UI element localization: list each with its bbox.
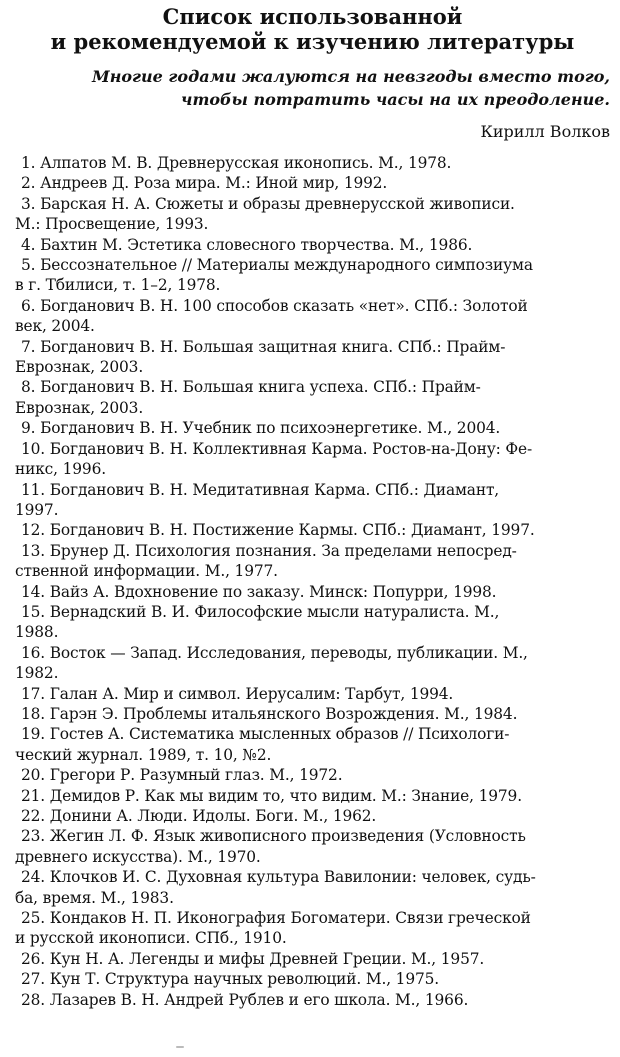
epigraph-line-2: чтобы потратить часы на их преодоление.	[181, 90, 610, 109]
reference-line: 5. Бессознательное // Материалы международного симпозиума	[21, 256, 533, 275]
reference-item	[15, 990, 610, 1010]
reference-item	[15, 418, 610, 438]
reference-line: 17. Галан А. Мир и символ. Иерусалим: Тарбут, 1994.	[21, 684, 454, 703]
print-mark	[176, 1046, 184, 1048]
reference-line: 13. Брунер Д. Психология познания. За пределами непосред-	[21, 541, 517, 560]
reference-line: ба, время. М., 1983.	[15, 888, 174, 907]
reference-line: 1997.	[15, 500, 59, 519]
reference-item	[15, 337, 610, 378]
reference-item	[15, 643, 610, 684]
reference-item	[15, 765, 610, 785]
reference-line: 24. Клочков И. С. Духовная культура Вавилонии: человек, судь-	[21, 868, 536, 887]
reference-line: древнего искусства). М., 1970.	[15, 847, 261, 866]
reference-item	[15, 377, 610, 418]
epigraph-line-1: Многие годами жалуются на невзгоды вместо того,	[91, 67, 610, 86]
reference-item	[15, 153, 610, 173]
reference-item	[15, 520, 610, 540]
reference-item	[15, 908, 610, 949]
reference-line: 23. Жегин Л. Ф. Язык живописного произведения (Условность	[21, 827, 526, 846]
reference-line: 12. Богданович В. Н. Постижение Кармы. СПб.: Диамант, 1997.	[21, 521, 535, 540]
reference-item	[15, 867, 610, 908]
reference-item	[15, 684, 610, 704]
reference-line: 14. Вайз А. Вдохновение по заказу. Минск: Попурри, 1998.	[21, 582, 497, 601]
reference-item	[15, 255, 610, 296]
reference-line: 9. Богданович В. Н. Учебник по психоэнергетике. М., 2004.	[21, 419, 501, 438]
reference-item	[15, 602, 610, 643]
reference-line: 8. Богданович В. Н. Большая книга успеха. СПб.: Прайм-	[21, 378, 481, 397]
reference-line: 6. Богданович В. Н. 100 способов сказать «нет». СПб.: Золотой	[21, 296, 528, 315]
reference-line: 26. Кун Н. А. Легенды и мифы Древней Греции. М., 1957.	[21, 949, 485, 968]
epigraph	[15, 65, 610, 111]
reference-line: 25. Кондаков Н. П. Иконография Богоматери. Связи греческой	[21, 909, 531, 928]
reference-line: в г. Тбилиси, т. 1–2, 1978.	[15, 276, 221, 295]
reference-line: 1. Алпатов М. В. Древнерусская иконопись. М., 1978.	[21, 154, 452, 172]
reference-list	[15, 153, 610, 1010]
reference-line: 2. Андреев Д. Роза мира. М.: Иной мир, 1992.	[21, 174, 388, 193]
reference-item	[15, 786, 610, 806]
page-title	[15, 4, 610, 54]
reference-item	[15, 194, 610, 235]
reference-item	[15, 541, 610, 582]
reference-line: и русской иконописи. СПб., 1910.	[15, 929, 287, 948]
reference-line: 11. Богданович В. Н. Медитативная Карма. СПб.: Диамант,	[21, 480, 500, 499]
reference-line: никс, 1996.	[15, 460, 106, 479]
reference-line: 27. Кун Т. Структура научных революций. М., 1975.	[21, 970, 439, 989]
reference-line: 1982.	[15, 664, 59, 683]
reference-item	[15, 296, 610, 337]
reference-line: М.: Просвещение, 1993.	[15, 215, 209, 234]
reference-line: Еврознак, 2003.	[15, 358, 144, 377]
reference-item	[15, 173, 610, 193]
reference-line: 7. Богданович В. Н. Большая защитная книга. СПб.: Прайм-	[21, 337, 506, 356]
reference-line: Еврознак, 2003.	[15, 398, 144, 417]
reference-line: 22. Донини А. Люди. Идолы. Боги. М., 1962.	[21, 807, 377, 825]
reference-item	[15, 704, 610, 724]
reference-line: 3. Барская Н. А. Сюжеты и образы древнерусской живописи.	[21, 194, 515, 213]
reference-item	[15, 806, 610, 826]
reference-line: 21. Демидов Р. Как мы видим то, что видим. М.: Знание, 1979.	[21, 786, 522, 805]
reference-line: век, 2004.	[15, 317, 95, 336]
title-line-2: и рекомендуемой к изучению литературы	[50, 29, 575, 54]
reference-line: 1988.	[15, 623, 59, 642]
reference-item	[15, 439, 610, 480]
reference-line: 4. Бахтин М. Эстетика словесного творчества. М., 1986.	[21, 235, 473, 254]
reference-line: 28. Лазарев В. Н. Андрей Рублев и его школа. М., 1966.	[21, 990, 469, 1009]
reference-item	[15, 949, 610, 969]
reference-line: 10. Богданович В. Н. Коллективная Карма. Ростов-на-Дону: Фе-	[21, 439, 533, 458]
reference-item	[15, 724, 610, 765]
reference-line: 19. Гостев А. Систематика мысленных образов // Психологи-	[21, 725, 510, 744]
reference-line: ственной информации. М., 1977.	[15, 562, 278, 581]
reference-line: 16. Восток — Запад. Исследования, переводы, публикации. М.,	[21, 643, 528, 662]
epigraph-author: Кирилл Волков	[480, 122, 610, 141]
reference-item	[15, 235, 610, 255]
reference-line: 20. Грегори Р. Разумный глаз. М., 1972.	[21, 766, 343, 785]
reference-item	[15, 582, 610, 602]
reference-item	[15, 826, 610, 867]
reference-line: 18. Гарэн Э. Проблемы итальянского Возрождения. М., 1984.	[21, 704, 518, 723]
title-line-1: Список использованной	[162, 4, 463, 29]
reference-line: 15. Вернадский В. И. Философские мысли натуралиста. М.,	[21, 602, 500, 621]
reference-line: ческий журнал. 1989, т. 10, №2.	[15, 745, 272, 764]
reference-item	[15, 969, 610, 989]
reference-item	[15, 480, 610, 521]
